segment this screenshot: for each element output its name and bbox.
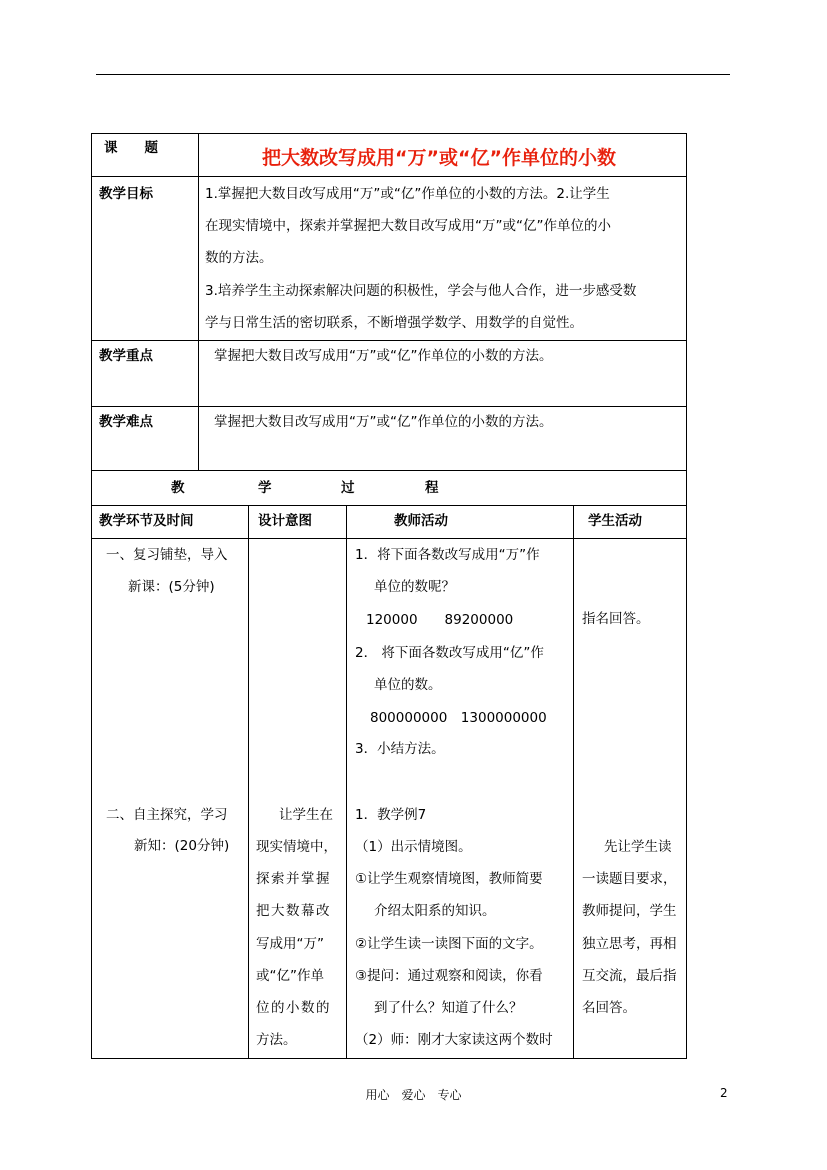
design-line: 现实情境中， [256,839,337,855]
process-heading-char: 学 [258,480,272,496]
stage1-time: 新课：(5分钟) [128,579,215,595]
stage1-teacher-line: 2． 将下面各数改写成用“亿”作 [355,645,544,661]
goal-line: 在现实情境中，探索并掌握把大数目改写成用“万”或“亿”作单位的小 [205,218,611,234]
goal-line: 1.掌握把大数目改写成用“万”或“亿”作单位的小数的方法。2.让学生 [205,186,610,202]
design-line: 让学生在 [279,807,333,823]
goal-line: 学与日常生活的密切联系，不断增强学数学、用数学的自觉性。 [205,315,583,331]
student-line: 先让学生读 [604,839,672,855]
teacher-line: 到了什么？知道了什么？ [374,1000,523,1016]
stage1-teacher-line: 单位的数。 [374,677,442,693]
goal-line: 3.培养学生主动探索解决问题的积极性，学会与他人合作，进一步感受数 [205,283,637,299]
column-divider [573,505,574,1059]
page-number: 2 [720,1086,728,1100]
goal-line: 数的方法。 [205,250,273,266]
stage2-time: 新知：(20分钟) [134,838,230,854]
stage1-teacher-line: 3．小结方法。 [355,741,445,757]
column-divider [248,505,249,1059]
difficulty-text: 掌握把大数目改写成用“万”或“亿”作单位的小数的方法。 [214,414,553,430]
teacher-line: 1．教学例7 [355,807,427,823]
header-rule [96,74,730,75]
teacher-line: 介绍太阳系的知识。 [374,903,496,919]
process-heading-char: 过 [341,480,355,496]
row-divider [91,470,687,471]
design-line: 把大数幕改 [256,903,331,919]
stage1-student-activity: 指名回答。 [582,611,650,627]
student-line: 一读题目要求， [582,871,677,887]
design-line: 方法。 [256,1032,297,1048]
process-heading-char: 教 [171,480,185,496]
row-divider [91,176,687,177]
teacher-line: ②让学生读一读图下面的文字。 [355,936,543,952]
key-text: 掌握把大数目改写成用“万”或“亿”作单位的小数的方法。 [214,348,553,364]
teacher-line: （1）出示情境图。 [355,839,472,855]
teacher-line: ①让学生观察情境图，教师简要 [355,871,543,887]
column-header-stage: 教学环节及时间 [99,513,194,529]
stage1-teacher-line: 1．将下面各数改写成用“万”作 [355,547,540,563]
column-header-student: 学生活动 [588,513,642,529]
design-line: 位的小数的 [256,1000,331,1016]
design-line: 探索并掌握 [256,871,331,887]
column-divider [346,505,347,1059]
label-column-divider [198,133,199,470]
stage1-title: 一、复习铺垫，导入 [106,547,228,563]
key-label: 教学重点 [99,348,153,364]
design-line: 写成用“万” [256,936,324,952]
student-line: 独立思考，再相 [582,936,677,952]
student-line: 教师提问，学生 [582,903,677,919]
column-header-design: 设计意图 [258,513,312,529]
student-line: 互交流，最后指 [582,968,677,984]
stage2-title: 二、自主探究，学习 [106,807,228,823]
goal-label: 教学目标 [99,186,153,202]
student-line: 名回答。 [582,1000,636,1016]
stage1-teacher-line: 单位的数呢？ [374,579,455,595]
topic-title: 把大数改写成用“万”或“亿”作单位的小数 [262,147,616,169]
teacher-line: ③提问：通过观察和阅读，你看 [355,968,543,984]
teacher-line: （2）师：刚才大家读这两个数时 [355,1032,553,1048]
process-heading-char: 程 [425,480,439,496]
column-header-teacher: 教师活动 [394,513,448,529]
difficulty-label: 教学难点 [99,414,153,430]
footer-motto: 用心 爱心 专心 [365,1088,462,1102]
topic-label: 课 题 [104,140,158,156]
design-line: 或“亿”作单 [256,968,324,984]
stage1-teacher-numbers: 120000 89200000 [366,612,514,628]
stage1-teacher-numbers: 800000000 1300000000 [370,710,547,726]
